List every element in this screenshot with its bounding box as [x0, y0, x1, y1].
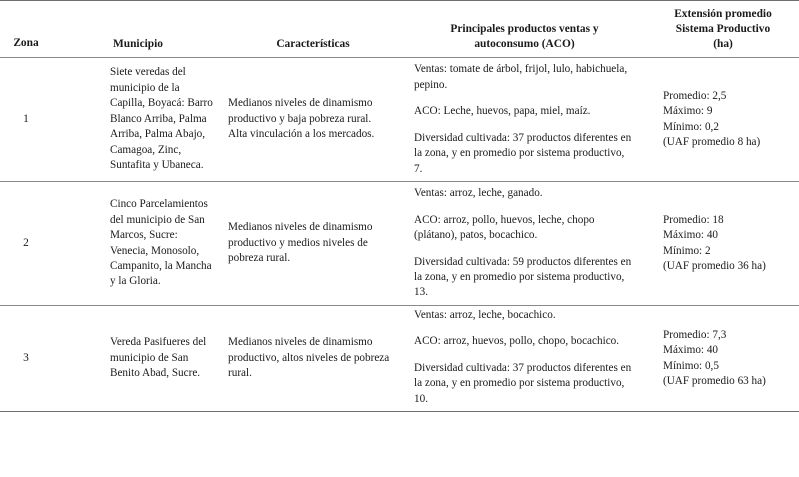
table-row: [0, 182, 799, 306]
cell-caracteristicas: [224, 58, 402, 182]
spacer: [414, 350, 635, 361]
municipio-value: Siete veredas del municipio de la Capilla, Boyacá: Barro Blanco Arriba, Palma Arriba, Palma Abajo, Camagoa, Zinc, Suntafita y Ubaneca.: [110, 66, 213, 171]
table-body: [0, 58, 799, 412]
column-header-productos-line2: autoconsumo (ACO): [474, 37, 575, 50]
column-header-caracteristicas-label: Características: [276, 37, 350, 50]
productos-aco: ACO: arroz, huevos, pollo, chopo, bocachico.: [414, 335, 620, 348]
cell-caracteristicas: [224, 182, 402, 306]
zona-value: 3: [23, 351, 29, 364]
extension-uaf: (UAF promedio 8 ha): [663, 136, 761, 149]
column-header-extension-line2: Sistema Productivo: [675, 22, 771, 35]
cell-municipio: [52, 305, 224, 411]
productos-aco: ACO: arroz, pollo, huevos, leche, chopo (plátano), patos, bocachico.: [414, 213, 595, 242]
cell-extension: [647, 58, 799, 182]
cell-zona: [0, 58, 52, 182]
cell-municipio: [52, 182, 224, 306]
cell-productos: [402, 305, 647, 411]
caracteristicas-value: Medianos niveles de dinamismo productivo y medios niveles de pobreza rural.: [228, 221, 373, 265]
extension-promedio: Promedio: 2,5: [663, 89, 727, 102]
extension-minimo: Mínimo: 0,2: [663, 120, 719, 133]
cell-zona: [0, 182, 52, 306]
municipio-value: Cinco Parcelamientos del municipio de San Marcos, Sucre: Venecia, Monosolo, Campanito, la Mancha y la Gloria.: [110, 198, 212, 288]
column-header-zona-label: Zona: [13, 36, 39, 49]
cell-caracteristicas: [224, 305, 402, 411]
productos-diversidad: Diversidad cultivada: 37 productos diferentes en la zona, y en promedio por sistema productivo, 10.: [414, 361, 632, 405]
extension-maximo: Máximo: 9: [663, 105, 713, 118]
spacer: [414, 323, 635, 334]
cell-productos: [402, 182, 647, 306]
table-header: [0, 1, 799, 58]
extension-uaf: (UAF promedio 36 ha): [663, 260, 766, 273]
spacer: [414, 120, 635, 131]
productos-diversidad: Diversidad cultivada: 37 productos diferentes en la zona, y en promedio por sistema productivo, 7.: [414, 131, 632, 175]
column-header-municipio: [52, 1, 224, 58]
column-header-municipio-label: Municipio: [112, 37, 163, 50]
caracteristicas-value: Medianos niveles de dinamismo productivo y baja pobreza rural. Alta vinculación a los mercados.: [228, 97, 375, 141]
extension-minimo: Mínimo: 0,5: [663, 359, 719, 372]
extension-promedio: Promedio: 7,3: [663, 328, 727, 341]
column-header-extension: [647, 1, 799, 58]
table-row: [0, 58, 799, 182]
extension-maximo: Máximo: 40: [663, 344, 719, 357]
municipio-value: Vereda Pasifueres del municipio de San Benito Abad, Sucre.: [110, 336, 207, 380]
extension-maximo: Máximo: 40: [663, 229, 719, 242]
cell-extension: [647, 182, 799, 306]
extension-minimo: Mínimo: 2: [663, 244, 711, 257]
cell-zona: [0, 305, 52, 411]
column-header-productos: [402, 1, 647, 58]
zona-value: 1: [23, 112, 29, 125]
spacer: [414, 202, 635, 213]
cell-productos: [402, 58, 647, 182]
extension-uaf: (UAF promedio 63 ha): [663, 375, 766, 387]
productos-diversidad: Diversidad cultivada: 59 productos diferentes en la zona, y en promedio por sistema productivo, 13.: [414, 255, 632, 299]
zona-value: 2: [23, 236, 29, 249]
spacer: [414, 93, 635, 104]
caracteristicas-value: Medianos niveles de dinamismo productivo, altos niveles de pobreza rural.: [228, 336, 390, 380]
column-header-productos-line1: Principales productos ventas y: [450, 22, 599, 35]
column-header-extension-line1: Extensión promedio: [674, 8, 772, 20]
cell-extension: [647, 305, 799, 411]
cell-municipio: [52, 58, 224, 182]
productos-ventas: Ventas: tomate de árbol, frijol, lulo, habichuela, pepino.: [414, 63, 628, 91]
spacer: [414, 244, 635, 255]
table-row: [0, 305, 799, 411]
productos-aco: ACO: Leche, huevos, papa, miel, maíz.: [414, 105, 591, 118]
header-row: [0, 1, 799, 58]
column-header-extension-line3: (ha): [713, 37, 733, 50]
column-header-caracteristicas: [224, 1, 402, 58]
productos-ventas: Ventas: arroz, leche, ganado.: [414, 187, 543, 200]
extension-promedio: Promedio: 18: [663, 213, 724, 226]
column-header-zona: [0, 1, 52, 58]
productos-ventas: Ventas: arroz, leche, bocachico.: [414, 308, 556, 321]
